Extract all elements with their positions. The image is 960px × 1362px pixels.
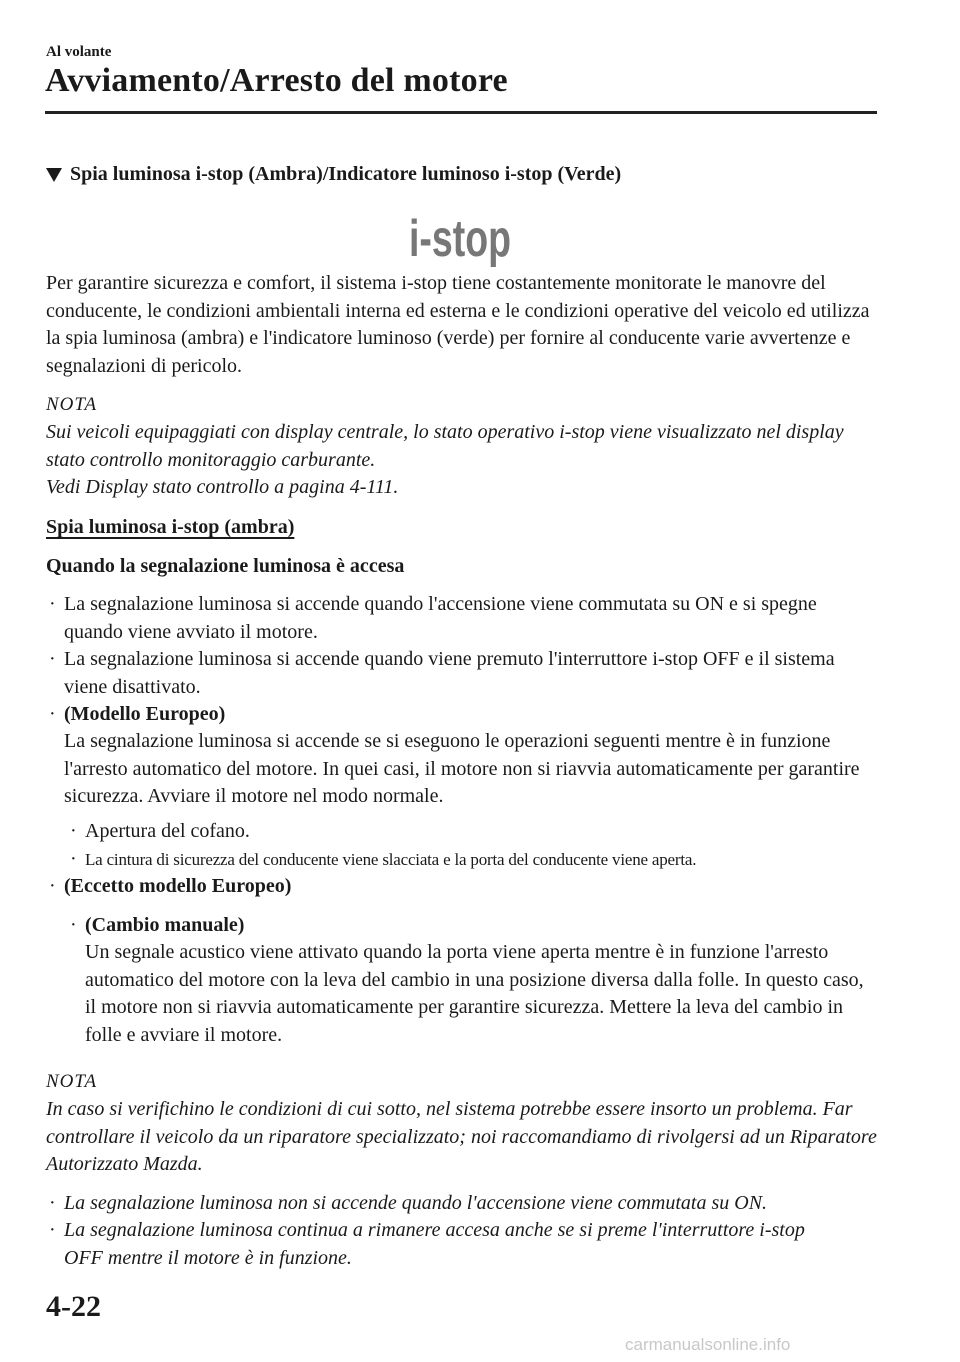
bullet-dot-icon: · xyxy=(70,914,77,936)
amber-bullet-2: La segnalazione luminosa si accende quando viene premuto l'interruttore i-stop OFF e il sistema viene disattivato. xyxy=(64,648,835,698)
note1-label: NOTA xyxy=(46,394,98,415)
i-stop-logo-text: i-stop xyxy=(409,210,511,268)
triangle-down-icon xyxy=(46,168,62,182)
note2-label: NOTA xyxy=(46,1071,98,1092)
bullet-dot-icon: · xyxy=(70,820,77,842)
amber-bullet-1: La segnalazione luminosa si accende quando l'accensione viene commutata su ON e si spegne quando viene avviato il motore. xyxy=(64,593,817,643)
manual-text: Un segnale acustico viene attivato quando la porta viene aperta mentre è in funzione l'arresto automatico del motore con la leva del cambio in una posizione diversa dalla folle. In questo caso, il motore non si riavvia automaticamente per garantire sicurezza. Mettere la leva del cambio in folle e avviare il motore. xyxy=(85,941,864,1046)
note2-text: In caso si verifichino le condizioni di cui sotto, nel sistema potrebbe essere insorto un problema. Far controllare il veicolo da un riparatore specializzato; noi raccomandiamo di rivolgersi ad un Riparatore Autorizzato Mazda. xyxy=(46,1098,877,1175)
european-sub-bullet-2: La cintura di sicurezza del conducente viene slacciata e la porta del conducente viene aperta. xyxy=(85,850,697,869)
header-rule xyxy=(45,111,877,114)
condition-heading: Quando la segnalazione luminosa è accesa xyxy=(46,555,405,577)
manual-label: (Cambio manuale) xyxy=(85,914,245,936)
note2-bullet-2: La segnalazione luminosa continua a rimanere accesa anche se si preme l'interruttore i-stop OFF mentre il motore è in funzione. xyxy=(64,1219,805,1269)
amber-subtitle: Spia luminosa i-stop (ambra) xyxy=(46,516,295,538)
breadcrumb: Al volante xyxy=(46,44,112,60)
chapter-title: Avviamento/Arresto del motore xyxy=(45,62,508,99)
european-text: La segnalazione luminosa si accende se si eseguono le operazioni seguenti mentre è in funzione l'arresto automatico del motore. In quei casi, il motore non si riavvia automaticamente per garantire sicurezza. Avviare il motore nel modo normale. xyxy=(64,730,860,807)
note1-line1: Sui veicoli equipaggiati con display centrale, lo stato operativo i-stop viene visualizzato nel display stato controllo monitoraggio carburante. xyxy=(46,421,844,471)
note2-bullet-1: La segnalazione luminosa non si accende quando l'accensione viene commutata su ON. xyxy=(64,1192,768,1214)
section-heading xyxy=(46,163,621,186)
non-european-label: (Eccetto modello Europeo) xyxy=(64,875,292,897)
section-title: Spia luminosa i-stop (Ambra)/Indicatore luminoso i-stop (Verde) xyxy=(70,163,622,185)
i-stop-logo-icon xyxy=(408,208,513,266)
bullet-dot-icon: · xyxy=(49,648,56,670)
bullet-dot-icon: · xyxy=(49,703,56,725)
bullet-dot-icon: · xyxy=(49,1219,56,1241)
european-sub-bullet-1: Apertura del cofano. xyxy=(85,820,250,842)
bullet-dot-icon: · xyxy=(70,848,77,870)
page-number: 4-22 xyxy=(46,1290,101,1323)
intro-paragraph: Per garantire sicurezza e comfort, il sistema i-stop tiene costantemente monitorate le manovre del conducente, le condizioni ambientali interna ed esterna e le condizioni operative del veicolo ed utilizza la spia luminosa (ambra) e l'indicatore luminoso (verde) per fornire al conducente varie avvertenze e segnalazioni di pericolo. xyxy=(46,272,870,377)
bullet-dot-icon: · xyxy=(49,1192,56,1214)
bullet-dot-icon: · xyxy=(49,875,56,897)
european-label: (Modello Europeo) xyxy=(64,703,226,725)
watermark: carmanualsonline.info xyxy=(625,1335,791,1354)
note1-line2: Vedi Display stato controllo a pagina 4-111. xyxy=(46,476,399,498)
bullet-dot-icon: · xyxy=(49,593,56,615)
